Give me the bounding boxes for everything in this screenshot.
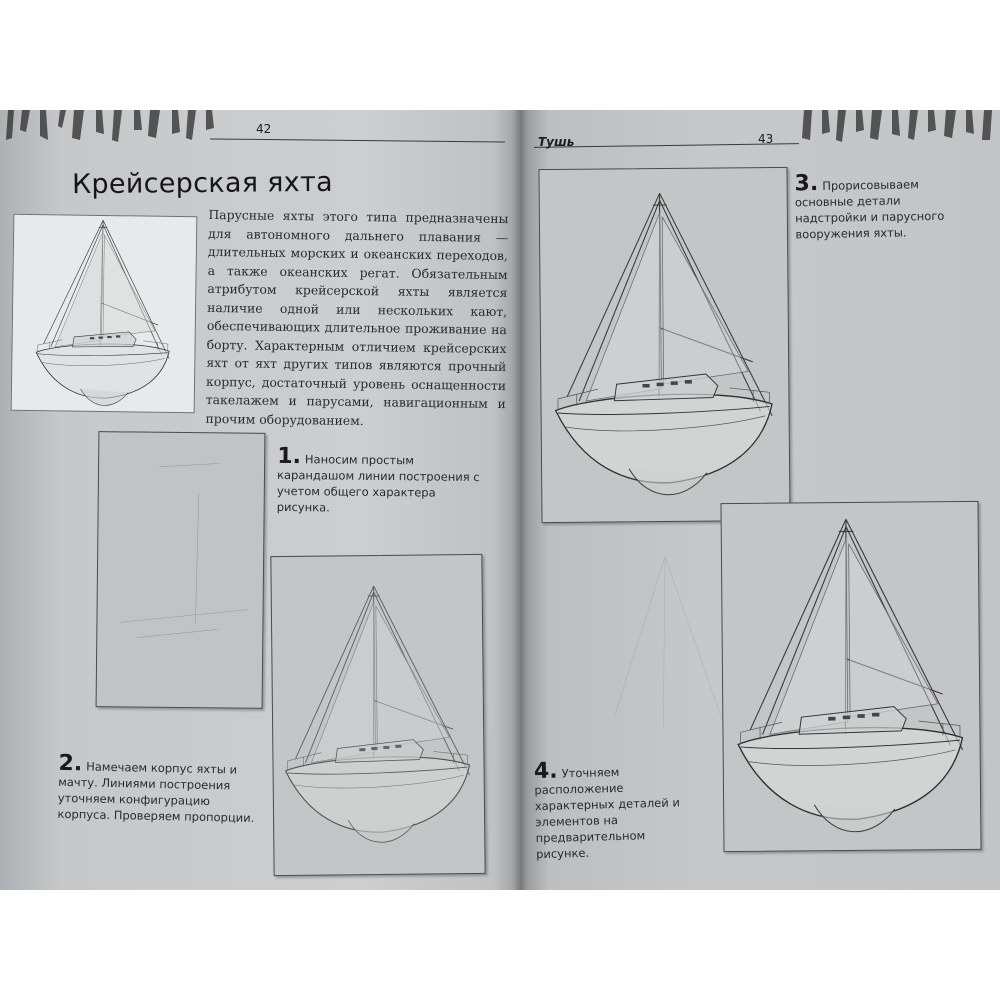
step-3-number: 3.: [794, 170, 819, 197]
left-page: [0, 110, 520, 890]
step-4-figure: [720, 501, 981, 852]
step-4-description: Уточняем расположение характерных деталей и элементов на предварительном рисунке.: [534, 764, 681, 862]
open-book: [0, 110, 1000, 890]
step-2-description: Намечаем корпус яхты и мачту. Линиями построения уточняем конфигурацию корпуса. Проверяем пропорции.: [57, 759, 255, 825]
refined-yacht-sketch: [721, 502, 980, 851]
step-2-number: 2.: [58, 750, 83, 777]
book-spine-shadow: [512, 110, 528, 890]
step-1-number: 1.: [277, 443, 302, 470]
step-3-figure: [538, 167, 790, 523]
hull-and-mast-sketch: [271, 555, 484, 875]
step-1-description: Наносим простым карандашом линии построения с учетом общего характера рисунка.: [276, 452, 480, 515]
step-2-figure: [270, 554, 485, 876]
running-header-rule: [210, 138, 505, 142]
step-3-text: [794, 170, 950, 243]
section-name: Тушь: [538, 135, 575, 149]
step-4-text: [534, 760, 702, 862]
step-1-text: [276, 443, 488, 517]
decorative-brush-strokes: [800, 110, 1000, 150]
step-1-figure: [96, 431, 266, 709]
intro-paragraph: Парусные яхты этого типа предназначены для автономного дальнего плавания — длительных морских и океанских переходов, а также океанских регат. Обязательным атрибутом крейсерской яхты является наличие одной или нескольких кают, обеспечивающих длительное проживание на борту. Характерным отличием крейсерских яхт от яхт других типов являются прочный корпус, достаточный уровень оснащенности такелажем и парусами, навигационным и прочим оборудованием.: [205, 206, 509, 428]
main-yacht-figure: [11, 214, 198, 414]
sailing-yacht-illustration: [12, 215, 197, 413]
step-4-number: 4.: [533, 758, 558, 785]
step-3-description: Прорисовываем основные детали надстройки и парусного вооружения яхты.: [794, 177, 945, 242]
page-number: 42: [256, 122, 272, 136]
page-title: Крейсерская яхта: [71, 166, 334, 201]
step-2-text: [57, 750, 263, 826]
decorative-brush-strokes: [0, 110, 230, 150]
construction-lines-sketch: [97, 432, 265, 708]
right-page: [520, 110, 1000, 890]
page-number: 43: [758, 132, 774, 146]
detailed-yacht-sketch: [539, 168, 789, 522]
